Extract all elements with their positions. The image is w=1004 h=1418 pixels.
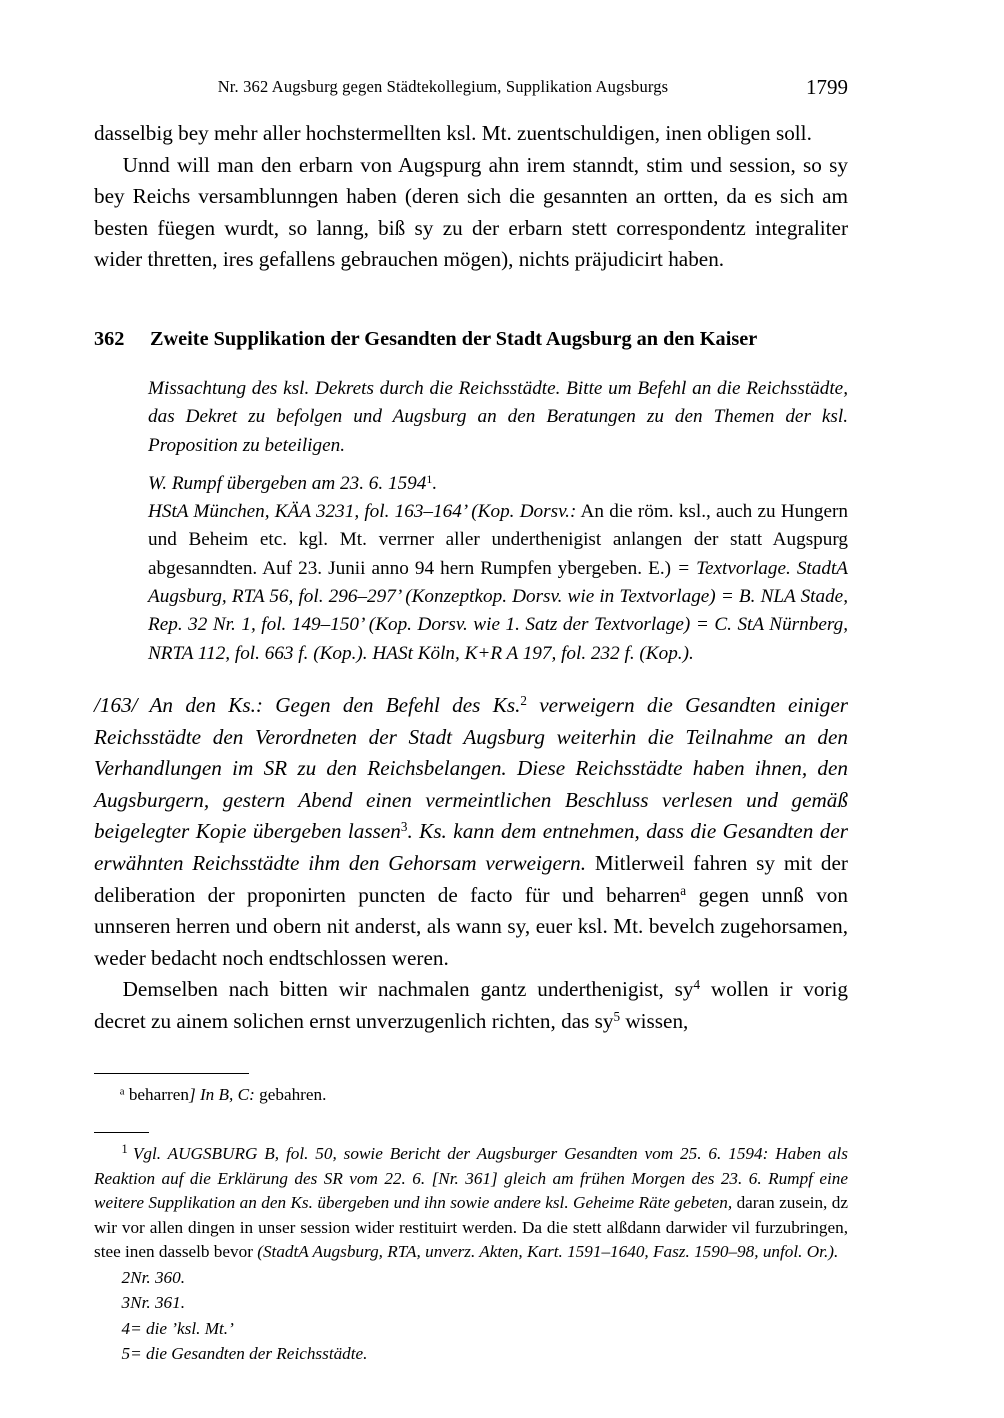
edited-text-segment-2: gegen unnß von unnseren herren und obern nit anderst, als wann sy, euer ksl. Mt. bevelch zugehorsamen, weder bedacht noch endtschlossen weren. (94, 882, 848, 970)
footnote-ref-3[interactable]: 3 (400, 819, 408, 835)
edited-text-segment-1: Mitlerweil fahren sy mit der deliberation der proponirten puncten de facto für und beharren (94, 850, 848, 907)
submission-text: W. Rumpf übergeben am 23. 6. 1594 (148, 472, 427, 494)
submission-period: . (432, 472, 438, 494)
footnote-5-number: 5 (121, 1344, 131, 1364)
section-title: Zweite Supplikation der Gesandten der Stadt Augsburg an den Kaiser (150, 327, 758, 350)
footnote-4 (94, 1316, 848, 1342)
running-head (94, 72, 848, 102)
apparatus-rule (94, 1073, 249, 1074)
page-number: 1799 (806, 75, 848, 99)
edited-text-paragraph-2 (94, 974, 848, 1037)
footnote-rule (94, 1132, 149, 1133)
footnote-1-number: 1 (121, 1142, 128, 1157)
footnote-4-text: = die ’ksl. Mt.’ (130, 1318, 234, 1338)
footnote-ref-1[interactable]: 1 (426, 471, 433, 486)
footnote-1 (94, 1142, 848, 1264)
footnote-1-text-c: (StadtA Augsburg, RTA, unverz. Akten, Kart. 1591–1640, Fasz. 1590–98, unfol. Or.). (257, 1242, 839, 1262)
footnote-3-number: 3 (121, 1293, 131, 1313)
source-shelfmark: HStA München, KÄA 3231, fol. 163–164’ (Kop. Dorsv.: (148, 501, 577, 523)
section-heading (94, 325, 848, 353)
footnote-ref-4[interactable]: 4 (693, 977, 701, 993)
footnotes-block (94, 1132, 848, 1366)
footnote-1-text-b: daran zusein, dz wir vor allen dingen in unser session wider restituirt werden. Da die stett alßdann darwider vil furzubringen, stee inen dasselb bevor (94, 1193, 848, 1262)
footnote-3-text: Nr. 361. (130, 1293, 186, 1313)
edited-text-segment-3: Demselben nach bitten wir nachmalen gantz underthenigist, sy (122, 977, 694, 1002)
apparatus-marker-a: a (119, 1086, 125, 1098)
footnote-1-text-a: Vgl. AUGSBURG B, fol. 50, sowie Bericht der Augsburger Gesandten vom 25. 6. 1594: Haben als Reaktion auf die Erklärung des SR vom 22. 6. [Nr. 361] gleich am frühen Morgen des 23. 6. Rumpf eine weitere Supplikation an den Ks. übergeben und ihn sowie andere ksl. Geheime Räte gebeten, (94, 1144, 848, 1213)
apparatus-lemma: beharren (124, 1085, 189, 1105)
apparatus-variant-reading: gebahren. (254, 1085, 327, 1105)
section-number: 362 (94, 327, 125, 350)
apparatus-ref-a[interactable]: a (680, 882, 687, 898)
apparatus-variant: ] In B, C: (188, 1085, 255, 1105)
footnote-2 (94, 1265, 848, 1291)
footnote-ref-2[interactable]: 2 (520, 693, 527, 709)
footnote-ref-5[interactable]: 5 (613, 1009, 621, 1025)
regest-and-text-paragraph (94, 690, 848, 974)
edited-text-segment-4: wollen ir vorig decret zu ainem solichen ernst unverzugenlich richten, das sy (94, 977, 848, 1033)
critical-apparatus (94, 1073, 848, 1107)
apparatus-entry-a (94, 1083, 848, 1107)
regest-segment-1: /163/ An den Ks.: Gegen den Befehl des Ks. (94, 692, 521, 717)
footnote-2-number: 2 (121, 1267, 131, 1287)
footnote-4-number: 4 (121, 1318, 131, 1338)
source-witness-list: = Textvorlage. StadtA Augsburg, RTA 56, fol. 296–297’ (Konzeptkop. Dorsv. wie in Textvorlage) = B. NLA Stade, Rep. 32 Nr. 1, fol. 149–150’ (Kop. Dorsv. wie 1. Satz der Textvorlage) = C. StA Nürnberg, NRTA 112, fol. 663 f. (Kop.). HASt Köln, K+R A 197, fol. 232 f. (Kop.). (148, 557, 848, 664)
paragraph-unnd-will-man: Unnd will man den erbarn von Augspurg ahn irem stanndt, stim und session, so sy bey Reichs versamblunngen haben (deren sich die gesannten an ortten, da es sich am besten füegen wurdt, so lanng, biß sy zu der erbarn stett correspondentz integraliter wider thretten, ires gefallens gebrauchen mögen), nichts präjudicirt haben. (94, 152, 848, 272)
headnote-source-line (148, 498, 848, 668)
headnote-submission-line (148, 470, 848, 498)
headnote-summary: Missachtung des ksl. Dekrets durch die Reichsstädte. Bitte um Befehl an die Reichsstädte, das Dekret zu befolgen und Augsburg an den Beratungen zu den Themen der ksl. Proposition zu beteiligen. (148, 377, 848, 456)
running-head-title: Nr. 362 Augsburg gegen Städtekollegium, Supplikation Augsburgs (217, 77, 669, 96)
footnote-3 (94, 1290, 848, 1316)
source-dorsal-note: An die röm. ksl., auch zu Hungern und Beheim etc. kgl. Mt. verrner aller underthenigist anlangen der statt Augspurg abgesanndten. Auf 23. Junii anno 94 hern Rumpfen ybergeben. E.) (148, 501, 848, 579)
footnote-2-text: Nr. 360. (130, 1267, 186, 1287)
regest-segment-3: . Ks. kann dem entnehmen, dass die Gesandten der erwähnten Reichsstädte ihm den Gehorsam verweigern. (94, 819, 848, 875)
edition-block (94, 690, 848, 1038)
body-text-block (94, 118, 848, 276)
footnote-5 (94, 1341, 848, 1367)
footnote-5-text: = die Gesandten der Reichsstädte. (130, 1344, 368, 1364)
page-content (94, 72, 848, 1367)
regest-segment-2: verweigern die Gesandten einiger Reichsstädte den Verordneten der Stadt Augsburg weiterhin die Teilnahme an den Verhandlungen im SR zu den Reichsbelangen. Diese Reichsstädte haben ihnen, den Augsburgern, gestern Abend einen vermeintlichen Beschluss verlesen und gemäß beigelegter Kopie übergeben lassen (94, 692, 848, 844)
paragraph-continued: dasselbig bey mehr aller hochstermellten ksl. Mt. zuentschuldigen, inen obligen soll. (94, 121, 812, 145)
headnote-block (148, 375, 848, 668)
edited-text-segment-5: wissen, (620, 1008, 689, 1033)
